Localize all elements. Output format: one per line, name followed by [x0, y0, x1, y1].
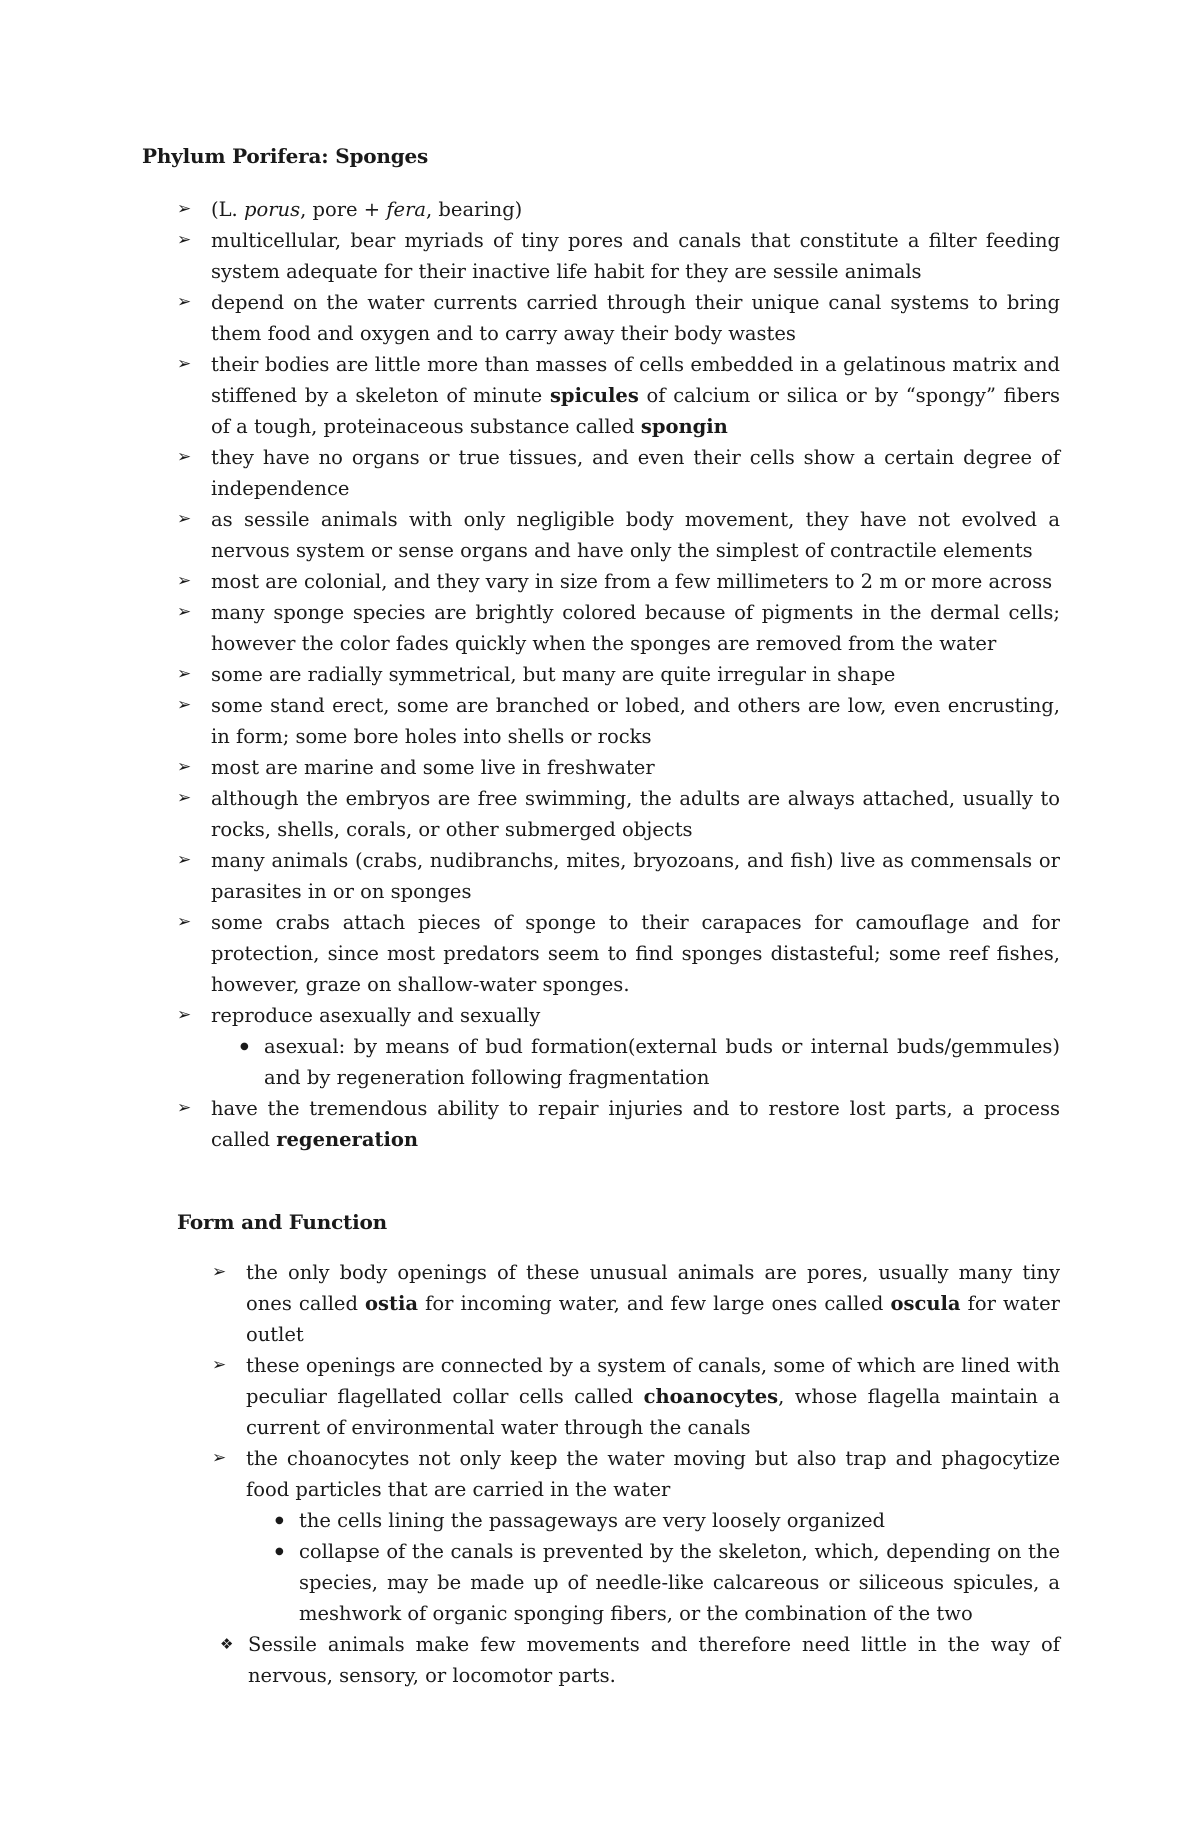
bullet-item [177, 225, 1060, 287]
italic-term: porus [243, 198, 301, 221]
bullet-item [177, 287, 1060, 349]
bullet-item [177, 1093, 1060, 1155]
bold-term: choanocytes [643, 1385, 779, 1408]
text-run: their bodies are little more than masses of cells embedded in a gelatinous matrix and stiffened by a skeleton of minute [211, 353, 1060, 407]
text-run: many sponge species are brightly colored because of pigments in the dermal cells; however the color fades quickly when the sponges are removed from the water [211, 601, 1060, 655]
bold-term: spicules [549, 384, 639, 407]
sub-bullet-item [212, 1505, 1060, 1536]
bold-term: spongin [640, 415, 728, 438]
text-run: some stand erect, some are branched or lobed, and others are low, even encrusting, in form; some bore holes into shells or rocks [211, 694, 1060, 748]
sub-bullet-item [212, 1536, 1060, 1629]
text-run: some crabs attach pieces of sponge to their carapaces for camouflage and for protection, since most predators seem to find sponges distasteful; some reef fishes, however, graze on shallow-water sponges. [211, 911, 1060, 996]
text-run: , bearing) [426, 198, 523, 221]
bullet-item [177, 845, 1060, 907]
text-run: multicellular, bear myriads of tiny pores and canals that constitute a filter feeding system adequate for their inactive life habit for they are sessile animals [211, 229, 1060, 283]
text-run: the only body openings of these unusual animals are pores, usually many tiny ones called [246, 1261, 1060, 1315]
bullet-item [177, 504, 1060, 566]
section-title-porifera: Phylum Porifera: Sponges [142, 144, 429, 168]
bullet-item [177, 1000, 1060, 1031]
text-run: Sessile animals make few movements and therefore need little in the way of nervous, sensory, or locomotor parts. [248, 1633, 1060, 1687]
bold-term: ostia [365, 1292, 419, 1315]
bullet-item [177, 194, 1060, 225]
text-run: most are colonial, and they vary in size from a few millimeters to 2 m or more across [211, 570, 1053, 593]
text-run: they have no organs or true tissues, and even their cells show a certain degree of independence [211, 446, 1060, 500]
text-run: reproduce asexually and sexually [211, 1004, 541, 1027]
text-run: depend on the water currents carried through their unique canal systems to bring them food and oxygen and to carry away their body wastes [211, 291, 1060, 345]
bullet-item [212, 1257, 1060, 1350]
text-run: have the tremendous ability to repair injuries and to restore lost parts, a process called [211, 1097, 1060, 1151]
sub-bullet-item [177, 1031, 1060, 1093]
bullet-item [177, 907, 1060, 1000]
text-run: many animals (crabs, nudibranchs, mites, bryozoans, and fish) live as commensals or parasites in or on sponges [211, 849, 1060, 903]
text-run: although the embryos are free swimming, the adults are always attached, usually to rocks, shells, corals, or other submerged objects [211, 787, 1060, 841]
bullet-item [177, 442, 1060, 504]
bullet-item [177, 690, 1060, 752]
text-run: the choanocytes not only keep the water moving but also trap and phagocytize food particles that are carried in the water [246, 1447, 1060, 1501]
text-run: asexual: by means of bud formation(external buds or internal buds/gemmules) and by regeneration following fragmentation [264, 1035, 1060, 1089]
text-run: for incoming water, and few large ones called [418, 1292, 891, 1315]
text-run: , pore + [300, 198, 387, 221]
text-run: most are marine and some live in freshwater [211, 756, 655, 779]
bullet-item [177, 659, 1060, 690]
bullet-item [177, 349, 1060, 442]
section-title-form-function: Form and Function [177, 1210, 387, 1234]
bullet-item [212, 1350, 1060, 1443]
bullet-item [212, 1443, 1060, 1505]
text-run: , whose flagella maintain a current of environmental water through the canals [246, 1385, 1061, 1439]
bullet-item [177, 566, 1060, 597]
text-run: collapse of the canals is prevented by the skeleton, which, depending on the species, may be made up of needle-like calcareous or siliceous spicules, a meshwork of organic sponging fibers, or the combination of the two [299, 1540, 1060, 1625]
bullet-item [177, 597, 1060, 659]
diamond-bullet-item [176, 1629, 1060, 1691]
porifera-bullet-list [177, 194, 1060, 1155]
text-run: of calcium or silica or by “spongy” fibers of a tough, proteinaceous substance called [211, 384, 1060, 438]
text-run: as sessile animals with only negligible body movement, they have not evolved a nervous system or sense organs and have only the simplest of contractile elements [211, 508, 1060, 562]
text-run: the cells lining the passageways are very loosely organized [299, 1509, 885, 1532]
form-function-bullet-list [212, 1257, 1060, 1691]
text-run: for water outlet [246, 1292, 1060, 1346]
bullet-item [177, 752, 1060, 783]
bold-term: regeneration [276, 1128, 419, 1151]
italic-term: fera [386, 198, 427, 221]
bold-term: oscula [890, 1292, 961, 1315]
text-run: some are radially symmetrical, but many are quite irregular in shape [211, 663, 896, 686]
text-run: (L. [211, 198, 244, 221]
bullet-item [177, 783, 1060, 845]
text-run: these openings are connected by a system of canals, some of which are lined with peculiar flagellated collar cells called [246, 1354, 1060, 1408]
